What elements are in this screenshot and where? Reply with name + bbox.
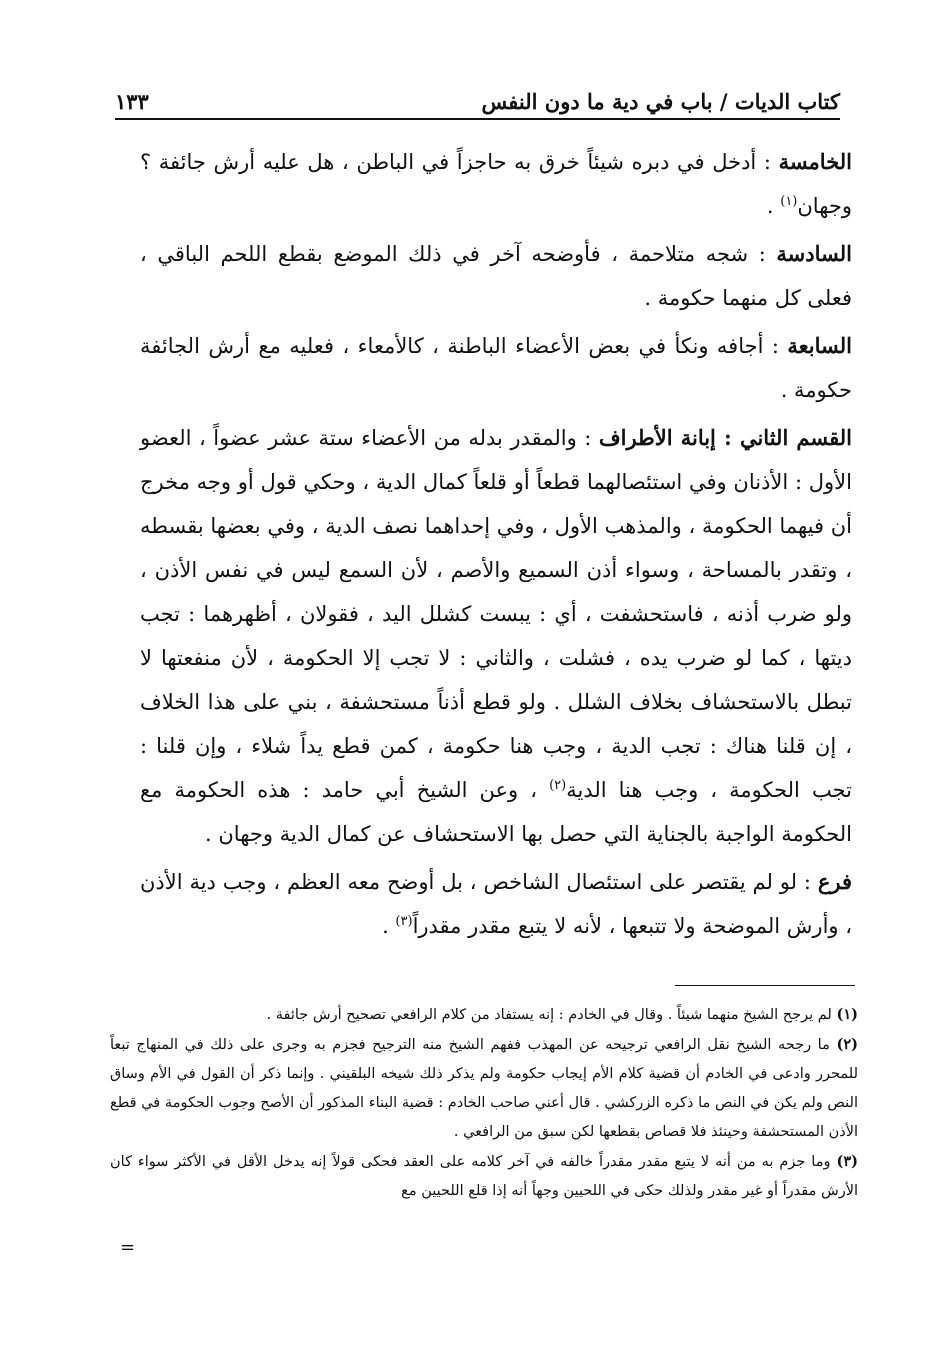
paragraph-tail: .: [766, 194, 781, 218]
paragraph-tail: .: [382, 914, 396, 938]
paragraph-body: : شجه متلاحمة ، فأوضحه آخر في ذلك الموضع بقطع اللحم الباقي ، فعلى كل منهما حكومة .: [140, 242, 852, 310]
paragraph-tail: ، وعن الشيخ أبي حامد : هذه الحكومة مع الحكومة الواجبة بالجناية التي حصل بها الاستحشاف عن كمال الدية وجهان .: [140, 778, 852, 846]
footnote-ref: (٣): [395, 914, 413, 929]
paragraph-lead: السادسة: [776, 241, 852, 266]
footnote-number: (١): [836, 1006, 858, 1023]
footnote-text: وما جزم به من أنه لا يتبع مقدر مقدراً خالفه في آخر كلامه على العقد فحكى قولاً إنه يدخل الأقل في الأكثر سواء كان الأرش مقدراً أو غير مقدر ولذلك حكى في اللحيين وجهاً أنه إذا قلع اللحيين مع: [110, 1154, 858, 1199]
paragraph-lead: فرع: [817, 869, 852, 894]
paragraph-fifth: [140, 140, 852, 228]
footnote-text: ما رجحه الشيخ نقل الرافعي ترجيحه عن المهذب ففهم الشيخ منه الترجيح فجزم به وجرى على ذلك في المنهاج تبعاً للمحرر وادعى في الخادم أن قضية كلام الأم إيجاب حكومة ولم يذكر ذلك شيخه البلقيني . وإنما ذكر أن القول في الأم وساق النص ولم يكن في النص ما ذكره الزركشي . قال أعني صاحب الخادم : قضية البناء المذكور أن الأصح وجوب الحكومة في قطع الأذن المستحشفة وحينئذ فلا قصاص بقطعها لكن سبق من الرافعي .: [110, 1037, 858, 1140]
paragraph-lead: الخامسة: [778, 149, 852, 174]
main-text: [140, 140, 852, 952]
footnote-3: [110, 1147, 858, 1206]
footnote-ref: (١): [780, 194, 798, 209]
footnote-2: [110, 1030, 858, 1147]
running-title: كتاب الديات / باب في دية ما دون النفس: [481, 89, 840, 114]
paragraph-body: : والمقدر بدله من الأعضاء ستة عشر عضواً ، العضو الأول : الأذنان وفي استئصالهما قطعاً أو قلعاً كمال الدية ، وحكي قول أو وجه مخرج أن فيهما الحكومة ، والمذهب الأول ، وفي إحداهما نصف الدية ، وفي بعضها بقسطه ، وتقدر بالمساحة ، وسواء أذن السميع والأصم ، لأن السمع ليس في نفس الأذن ، ولو ضرب أذنه ، فاستحشفت ، أي : يبست كشلل اليد ، فقولان ، أظهرهما : تجب ديتها ، كما لو ضرب يده ، فشلت ، والثاني : لا تجب إلا الحكومة ، لأن منفعتها لا تبطل بالاستحشاف بخلاف الشلل . ولو قطع أذناً مستحشفة ، بني على هذا الخلاف ، إن قلنا هناك : تجب الدية ، وجب هنا حكومة ، كمن قطع يداً شلاء ، وإن قلنا : تجب الحكومة ، وجب هنا الدية: [140, 426, 852, 802]
paragraph-lead: السابعة: [787, 333, 852, 358]
paragraph-body: : لو لم يقتصر على استئصال الشاخص ، بل أوضح معه العظم ، وجب دية الأذن ، وأرش الموضحة ولا تتبعها ، لأنه لا يتبع مقدر مقدراً: [140, 870, 852, 938]
paragraph-branch: [140, 860, 852, 948]
page-number: ١٣٣: [115, 89, 149, 114]
footnotes: [110, 1000, 858, 1206]
paragraph-body: : أجافه ونكأ في بعض الأعضاء الباطنة ، كالأمعاء ، فعليه مع أرش الجائفة حكومة .: [140, 334, 852, 402]
paragraph-section-two: [140, 416, 852, 856]
paragraph-seventh: [140, 324, 852, 412]
footnote-number: (٣): [836, 1153, 858, 1170]
paragraph-lead: القسم الثاني : إبانة الأطراف: [598, 425, 852, 450]
footnote-number: (٢): [836, 1036, 858, 1053]
footnote-ref: (٢): [549, 778, 567, 793]
paragraph-sixth: [140, 232, 852, 320]
page-header: [115, 86, 840, 120]
paragraph-body: : أدخل في دبره شيئاً خرق به حاجزاً في الباطن ، هل عليه أرش جائفة ؟ وجهان: [140, 150, 852, 218]
footnote-text: لم يرجح الشيخ منهما شيئاً . وقال في الخادم : إنه يستفاد من كلام الرافعي تصحيح أرش جائفة .: [266, 1007, 837, 1023]
footnote-separator: [675, 985, 855, 986]
footnote-1: [110, 1000, 858, 1030]
continuation-mark: =: [120, 1237, 136, 1258]
